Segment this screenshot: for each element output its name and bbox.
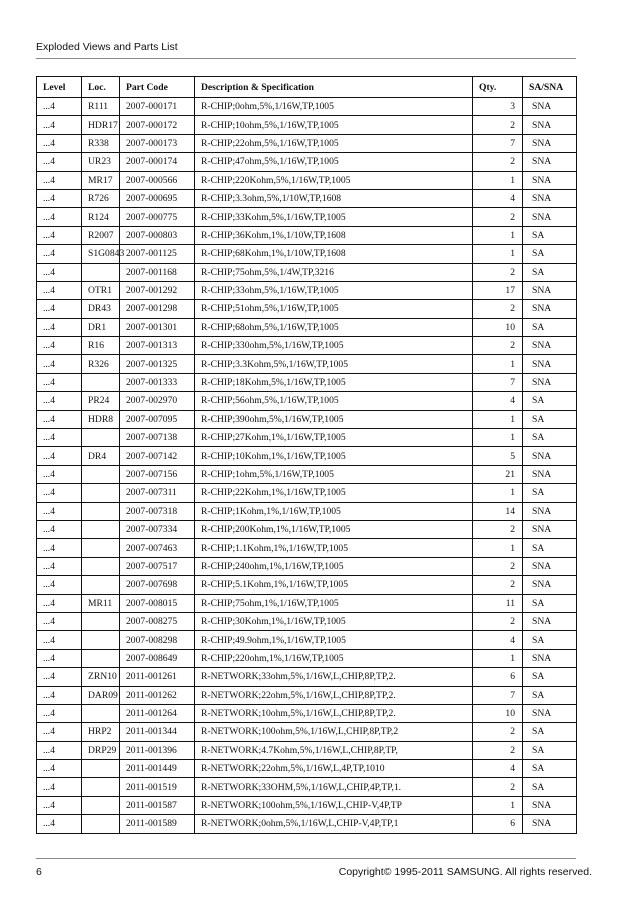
part-code-cell: 2007-001301	[120, 318, 195, 336]
part-code-cell: 2007-000171	[120, 98, 195, 116]
sa-sna-cell: SA	[523, 723, 577, 741]
part-code-cell: 2007-000174	[120, 153, 195, 171]
description-cell: R-CHIP;68Kohm,1%,1/10W,TP,1608	[195, 245, 473, 263]
level-cell: ...4	[37, 337, 82, 355]
location-cell	[82, 631, 120, 649]
part-code-cell: 2011-001519	[120, 778, 195, 796]
sa-sna-cell: SA	[523, 484, 577, 502]
location-cell: DR4	[82, 447, 120, 465]
table-row	[37, 778, 577, 796]
level-cell: ...4	[37, 741, 82, 759]
location-cell: DAR09	[82, 686, 120, 704]
quantity-cell: 2	[473, 300, 523, 318]
part-code-cell: 2007-007698	[120, 576, 195, 594]
description-cell: R-CHIP;49.9ohm,1%,1/16W,TP,1005	[195, 631, 473, 649]
table-row	[37, 245, 577, 263]
description-cell: R-CHIP;5.1Kohm,1%,1/16W,TP,1005	[195, 576, 473, 594]
level-cell: ...4	[37, 300, 82, 318]
description-cell: R-CHIP;240ohm,1%,1/16W,TP,1005	[195, 557, 473, 575]
level-cell: ...4	[37, 594, 82, 612]
description-cell: R-CHIP;1.1Kohm,1%,1/16W,TP,1005	[195, 539, 473, 557]
level-cell: ...4	[37, 134, 82, 152]
part-code-cell: 2011-001344	[120, 723, 195, 741]
part-code-cell: 2011-001589	[120, 815, 195, 833]
description-cell: R-CHIP;56ohm,5%,1/16W,TP,1005	[195, 392, 473, 410]
table-row	[37, 796, 577, 814]
part-code-cell: 2007-007334	[120, 520, 195, 538]
description-cell: R-CHIP;220Kohm,5%,1/16W,TP,1005	[195, 171, 473, 189]
level-cell: ...4	[37, 447, 82, 465]
level-cell: ...4	[37, 778, 82, 796]
table-row	[37, 612, 577, 630]
location-cell	[82, 704, 120, 722]
table-row	[37, 723, 577, 741]
location-cell	[82, 649, 120, 667]
location-cell	[82, 502, 120, 520]
level-cell: ...4	[37, 612, 82, 630]
level-cell: ...4	[37, 355, 82, 373]
sa-sna-cell: SA	[523, 263, 577, 281]
part-code-cell: 2007-001125	[120, 245, 195, 263]
description-cell: R-CHIP;200Kohm,1%,1/16W,TP,1005	[195, 520, 473, 538]
table-row	[37, 631, 577, 649]
table-row	[37, 189, 577, 207]
level-cell: ...4	[37, 429, 82, 447]
table-row	[37, 226, 577, 244]
table-row	[37, 760, 577, 778]
location-cell: OTR1	[82, 281, 120, 299]
sa-sna-cell: SNA	[523, 447, 577, 465]
table-row	[37, 392, 577, 410]
level-cell: ...4	[37, 631, 82, 649]
part-code-cell: 2007-007311	[120, 484, 195, 502]
level-cell: ...4	[37, 484, 82, 502]
description-cell: R-CHIP;27Kohm,1%,1/16W,TP,1005	[195, 429, 473, 447]
description-cell: R-NETWORK;22ohm,5%,1/16W,L,4P,TP,1010	[195, 760, 473, 778]
part-code-cell: 2011-001587	[120, 796, 195, 814]
description-cell: R-CHIP;68ohm,5%,1/16W,TP,1005	[195, 318, 473, 336]
header-divider	[36, 58, 576, 59]
level-cell: ...4	[37, 796, 82, 814]
table-row	[37, 410, 577, 428]
sa-sna-cell: SA	[523, 539, 577, 557]
part-code-cell: 2007-008015	[120, 594, 195, 612]
description-cell: R-CHIP;47ohm,5%,1/16W,TP,1005	[195, 153, 473, 171]
table-row	[37, 539, 577, 557]
description-cell: R-CHIP;3.3ohm,5%,1/10W,TP,1608	[195, 189, 473, 207]
description-cell: R-NETWORK;22ohm,5%,1/16W,L,CHIP,8P,TP,2.	[195, 686, 473, 704]
description-cell: R-CHIP;22ohm,5%,1/16W,TP,1005	[195, 134, 473, 152]
part-code-cell: 2007-007463	[120, 539, 195, 557]
description-cell: R-CHIP;390ohm,5%,1/16W,TP,1005	[195, 410, 473, 428]
table-row	[37, 355, 577, 373]
sa-sna-cell: SNA	[523, 300, 577, 318]
location-cell	[82, 612, 120, 630]
level-cell: ...4	[37, 245, 82, 263]
description-cell: R-NETWORK;10ohm,5%,1/16W,L,CHIP,8P,TP,2.	[195, 704, 473, 722]
sa-sna-cell: SA	[523, 318, 577, 336]
table-row	[37, 649, 577, 667]
quantity-cell: 10	[473, 704, 523, 722]
quantity-cell: 1	[473, 226, 523, 244]
part-code-cell: 2007-001298	[120, 300, 195, 318]
description-cell: R-CHIP;51ohm,5%,1/16W,TP,1005	[195, 300, 473, 318]
part-code-cell: 2007-000172	[120, 116, 195, 134]
description-cell: R-CHIP;22Kohm,1%,1/16W,TP,1005	[195, 484, 473, 502]
page-header-title: Exploded Views and Parts List	[36, 41, 178, 53]
location-cell: HDR8	[82, 410, 120, 428]
quantity-cell: 2	[473, 557, 523, 575]
parts-table-body	[37, 98, 577, 834]
sa-sna-cell: SNA	[523, 502, 577, 520]
description-cell: R-NETWORK;100ohm,5%,1/16W,L,CHIP-V,4P,TP	[195, 796, 473, 814]
quantity-cell: 17	[473, 281, 523, 299]
level-cell: ...4	[37, 318, 82, 336]
location-cell: HDR17	[82, 116, 120, 134]
level-cell: ...4	[37, 723, 82, 741]
quantity-cell: 11	[473, 594, 523, 612]
quantity-cell: 2	[473, 337, 523, 355]
table-header-row	[37, 77, 577, 98]
level-cell: ...4	[37, 263, 82, 281]
part-code-cell: 2007-001168	[120, 263, 195, 281]
table-row	[37, 576, 577, 594]
sa-sna-cell: SNA	[523, 704, 577, 722]
description-cell: R-NETWORK;0ohm,5%,1/16W,L,CHIP-V,4P,TP,1	[195, 815, 473, 833]
column-header-location: Loc.	[82, 77, 120, 98]
location-cell: MR11	[82, 594, 120, 612]
part-code-cell: 2011-001264	[120, 704, 195, 722]
level-cell: ...4	[37, 704, 82, 722]
level-cell: ...4	[37, 226, 82, 244]
table-row	[37, 447, 577, 465]
table-row	[37, 263, 577, 281]
sa-sna-cell: SNA	[523, 116, 577, 134]
location-cell: PR24	[82, 392, 120, 410]
sa-sna-cell: SNA	[523, 612, 577, 630]
location-cell: DR1	[82, 318, 120, 336]
description-cell: R-CHIP;10Kohm,1%,1/16W,TP,1005	[195, 447, 473, 465]
location-cell: ZRN10	[82, 668, 120, 686]
level-cell: ...4	[37, 649, 82, 667]
quantity-cell: 1	[473, 649, 523, 667]
quantity-cell: 2	[473, 116, 523, 134]
location-cell: R326	[82, 355, 120, 373]
sa-sna-cell: SA	[523, 392, 577, 410]
part-code-cell: 2007-001292	[120, 281, 195, 299]
level-cell: ...4	[37, 815, 82, 833]
quantity-cell: 14	[473, 502, 523, 520]
quantity-cell: 10	[473, 318, 523, 336]
sa-sna-cell: SA	[523, 778, 577, 796]
sa-sna-cell: SNA	[523, 355, 577, 373]
quantity-cell: 1	[473, 484, 523, 502]
sa-sna-cell: SA	[523, 668, 577, 686]
level-cell: ...4	[37, 576, 82, 594]
table-row	[37, 815, 577, 833]
sa-sna-cell: SA	[523, 686, 577, 704]
location-cell: UR23	[82, 153, 120, 171]
table-row	[37, 281, 577, 299]
quantity-cell: 1	[473, 355, 523, 373]
location-cell	[82, 778, 120, 796]
quantity-cell: 2	[473, 612, 523, 630]
sa-sna-cell: SNA	[523, 189, 577, 207]
sa-sna-cell: SNA	[523, 208, 577, 226]
parts-list-table	[36, 76, 577, 834]
description-cell: R-CHIP;3.3Kohm,5%,1/16W,TP,1005	[195, 355, 473, 373]
part-code-cell: 2007-007095	[120, 410, 195, 428]
sa-sna-cell: SA	[523, 760, 577, 778]
quantity-cell: 2	[473, 576, 523, 594]
part-code-cell: 2007-007142	[120, 447, 195, 465]
quantity-cell: 3	[473, 98, 523, 116]
part-code-cell: 2007-007517	[120, 557, 195, 575]
level-cell: ...4	[37, 520, 82, 538]
table-row	[37, 465, 577, 483]
table-row	[37, 134, 577, 152]
copyright-notice: Copyright© 1995-2011 SAMSUNG. All rights reserved.	[338, 866, 592, 878]
location-cell	[82, 815, 120, 833]
part-code-cell: 2007-000803	[120, 226, 195, 244]
quantity-cell: 4	[473, 760, 523, 778]
part-code-cell: 2007-007318	[120, 502, 195, 520]
column-header-part-code: Part Code	[120, 77, 195, 98]
location-cell	[82, 373, 120, 391]
location-cell: R111	[82, 98, 120, 116]
description-cell: R-NETWORK;4.7Kohm,5%,1/16W,L,CHIP,8P,TP,	[195, 741, 473, 759]
quantity-cell: 1	[473, 429, 523, 447]
table-row	[37, 429, 577, 447]
part-code-cell: 2011-001449	[120, 760, 195, 778]
description-cell: R-NETWORK;33ohm,5%,1/16W,L,CHIP,8P,TP,2.	[195, 668, 473, 686]
sa-sna-cell: SNA	[523, 576, 577, 594]
level-cell: ...4	[37, 98, 82, 116]
sa-sna-cell: SNA	[523, 465, 577, 483]
location-cell: HRP2	[82, 723, 120, 741]
table-row	[37, 337, 577, 355]
quantity-cell: 1	[473, 410, 523, 428]
level-cell: ...4	[37, 465, 82, 483]
part-code-cell: 2007-008275	[120, 612, 195, 630]
sa-sna-cell: SNA	[523, 796, 577, 814]
description-cell: R-CHIP;1Kohm,1%,1/16W,TP,1005	[195, 502, 473, 520]
part-code-cell: 2011-001396	[120, 741, 195, 759]
quantity-cell: 2	[473, 208, 523, 226]
part-code-cell: 2007-007138	[120, 429, 195, 447]
quantity-cell: 1	[473, 539, 523, 557]
location-cell: R124	[82, 208, 120, 226]
quantity-cell: 4	[473, 392, 523, 410]
quantity-cell: 1	[473, 796, 523, 814]
sa-sna-cell: SNA	[523, 557, 577, 575]
description-cell: R-CHIP;330ohm,5%,1/16W,TP,1005	[195, 337, 473, 355]
sa-sna-cell: SNA	[523, 281, 577, 299]
level-cell: ...4	[37, 539, 82, 557]
table-row	[37, 594, 577, 612]
sa-sna-cell: SNA	[523, 134, 577, 152]
column-header-level: Level	[37, 77, 82, 98]
part-code-cell: 2007-001325	[120, 355, 195, 373]
location-cell: MR17	[82, 171, 120, 189]
description-cell: R-NETWORK;33OHM,5%,1/16W,L,CHIP,4P,TP,1.	[195, 778, 473, 796]
quantity-cell: 2	[473, 778, 523, 796]
description-cell: R-CHIP;75ohm,5%,1/4W,TP,3216	[195, 263, 473, 281]
level-cell: ...4	[37, 392, 82, 410]
quantity-cell: 6	[473, 815, 523, 833]
location-cell	[82, 539, 120, 557]
level-cell: ...4	[37, 686, 82, 704]
quantity-cell: 2	[473, 741, 523, 759]
description-cell: R-CHIP;1ohm,5%,1/16W,TP,1005	[195, 465, 473, 483]
table-row	[37, 484, 577, 502]
quantity-cell: 7	[473, 134, 523, 152]
sa-sna-cell: SA	[523, 631, 577, 649]
part-code-cell: 2007-008649	[120, 649, 195, 667]
sa-sna-cell: SNA	[523, 815, 577, 833]
level-cell: ...4	[37, 668, 82, 686]
level-cell: ...4	[37, 116, 82, 134]
description-cell: R-CHIP;220ohm,1%,1/16W,TP,1005	[195, 649, 473, 667]
table-row	[37, 171, 577, 189]
description-cell: R-CHIP;10ohm,5%,1/16W,TP,1005	[195, 116, 473, 134]
quantity-cell: 2	[473, 520, 523, 538]
sa-sna-cell: SA	[523, 741, 577, 759]
quantity-cell: 7	[473, 373, 523, 391]
table-row	[37, 704, 577, 722]
description-cell: R-NETWORK;100ohm,5%,1/16W,L,CHIP,8P,TP,2	[195, 723, 473, 741]
location-cell	[82, 429, 120, 447]
quantity-cell: 4	[473, 189, 523, 207]
quantity-cell: 1	[473, 171, 523, 189]
level-cell: ...4	[37, 208, 82, 226]
quantity-cell: 2	[473, 153, 523, 171]
location-cell: R726	[82, 189, 120, 207]
location-cell	[82, 484, 120, 502]
table-row	[37, 502, 577, 520]
table-row	[37, 300, 577, 318]
quantity-cell: 1	[473, 245, 523, 263]
sa-sna-cell: SA	[523, 410, 577, 428]
location-cell: DRP29	[82, 741, 120, 759]
sa-sna-cell: SNA	[523, 98, 577, 116]
location-cell	[82, 465, 120, 483]
part-code-cell: 2011-001262	[120, 686, 195, 704]
part-code-cell: 2007-000566	[120, 171, 195, 189]
part-code-cell: 2007-000173	[120, 134, 195, 152]
location-cell: S1G0843	[82, 245, 120, 263]
quantity-cell: 4	[473, 631, 523, 649]
sa-sna-cell: SA	[523, 226, 577, 244]
description-cell: R-CHIP;18Kohm,5%,1/16W,TP,1005	[195, 373, 473, 391]
location-cell: DR43	[82, 300, 120, 318]
location-cell	[82, 796, 120, 814]
description-cell: R-CHIP;33ohm,5%,1/16W,TP,1005	[195, 281, 473, 299]
sa-sna-cell: SNA	[523, 337, 577, 355]
table-row	[37, 373, 577, 391]
location-cell: R2007	[82, 226, 120, 244]
location-cell: R16	[82, 337, 120, 355]
level-cell: ...4	[37, 189, 82, 207]
column-header-sa-sna: SA/SNA	[523, 77, 577, 98]
location-cell	[82, 576, 120, 594]
part-code-cell: 2007-001333	[120, 373, 195, 391]
quantity-cell: 7	[473, 686, 523, 704]
level-cell: ...4	[37, 410, 82, 428]
sa-sna-cell: SNA	[523, 520, 577, 538]
table-row	[37, 153, 577, 171]
level-cell: ...4	[37, 153, 82, 171]
table-row	[37, 98, 577, 116]
quantity-cell: 2	[473, 723, 523, 741]
sa-sna-cell: SNA	[523, 153, 577, 171]
column-header-quantity: Qty.	[473, 77, 523, 98]
table-row	[37, 208, 577, 226]
description-cell: R-CHIP;36Kohm,1%,1/10W,TP,1608	[195, 226, 473, 244]
sa-sna-cell: SA	[523, 245, 577, 263]
quantity-cell: 21	[473, 465, 523, 483]
part-code-cell: 2007-008298	[120, 631, 195, 649]
level-cell: ...4	[37, 502, 82, 520]
sa-sna-cell: SA	[523, 594, 577, 612]
level-cell: ...4	[37, 373, 82, 391]
column-header-description: Description & Specification	[195, 77, 473, 98]
table-row	[37, 116, 577, 134]
page-number: 6	[36, 866, 42, 878]
sa-sna-cell: SNA	[523, 171, 577, 189]
part-code-cell: 2007-007156	[120, 465, 195, 483]
part-code-cell: 2011-001261	[120, 668, 195, 686]
quantity-cell: 5	[473, 447, 523, 465]
part-code-cell: 2007-001313	[120, 337, 195, 355]
sa-sna-cell: SNA	[523, 373, 577, 391]
location-cell	[82, 520, 120, 538]
sa-sna-cell: SNA	[523, 649, 577, 667]
description-cell: R-CHIP;30Kohm,1%,1/16W,TP,1005	[195, 612, 473, 630]
part-code-cell: 2007-000775	[120, 208, 195, 226]
level-cell: ...4	[37, 281, 82, 299]
level-cell: ...4	[37, 557, 82, 575]
table-row	[37, 557, 577, 575]
level-cell: ...4	[37, 171, 82, 189]
level-cell: ...4	[37, 760, 82, 778]
part-code-cell: 2007-000695	[120, 189, 195, 207]
footer-divider	[36, 858, 576, 859]
description-cell: R-CHIP;75ohm,1%,1/16W,TP,1005	[195, 594, 473, 612]
location-cell	[82, 760, 120, 778]
description-cell: R-CHIP;0ohm,5%,1/16W,TP,1005	[195, 98, 473, 116]
location-cell: R338	[82, 134, 120, 152]
table-row	[37, 668, 577, 686]
table-row	[37, 741, 577, 759]
description-cell: R-CHIP;33Kohm,5%,1/16W,TP,1005	[195, 208, 473, 226]
table-row	[37, 686, 577, 704]
table-row	[37, 520, 577, 538]
quantity-cell: 6	[473, 668, 523, 686]
quantity-cell: 2	[473, 263, 523, 281]
sa-sna-cell: SA	[523, 429, 577, 447]
location-cell	[82, 263, 120, 281]
part-code-cell: 2007-002970	[120, 392, 195, 410]
table-row	[37, 318, 577, 336]
location-cell	[82, 557, 120, 575]
